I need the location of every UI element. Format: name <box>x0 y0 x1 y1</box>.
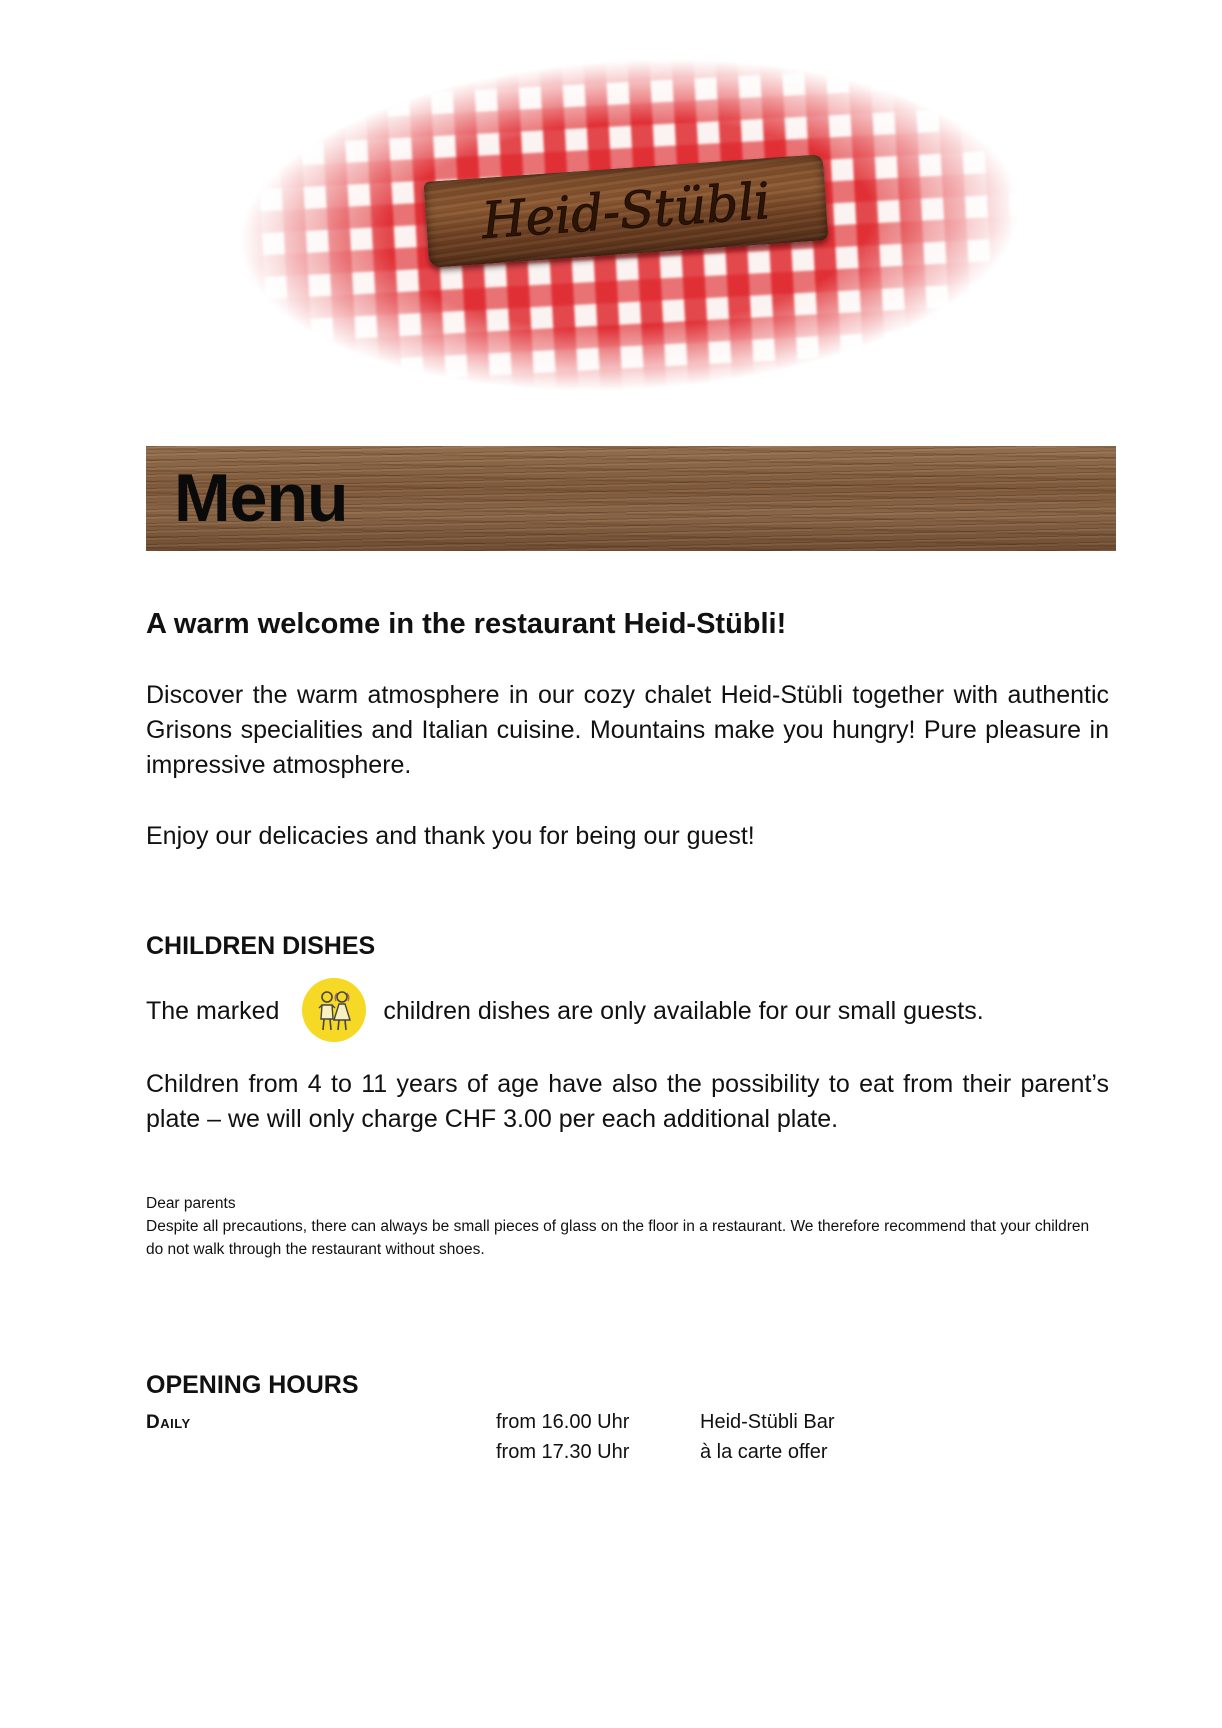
parents-greeting: Dear parents <box>146 1195 236 1212</box>
intro-paragraph <box>146 678 1109 783</box>
welcome-heading: A warm welcome in the restaurant Heid-Stübli! <box>146 608 787 640</box>
opening-hours-heading: OPENING HOURS <box>146 1371 359 1399</box>
hours-time: from 17.30 Uhr <box>496 1441 630 1463</box>
parents-notice <box>146 1192 1109 1261</box>
hours-description: Heid-Stübli Bar <box>700 1411 835 1433</box>
thanks-text: Enjoy our delicacies and thank you for being our guest! <box>146 822 755 850</box>
children-marked-note <box>146 978 984 1044</box>
marked-after-text: children dishes are only available for our small guests. <box>383 997 984 1025</box>
hours-description: à la carte offer <box>700 1441 828 1463</box>
page-title: Menu <box>174 460 348 536</box>
logo <box>240 60 1020 390</box>
logo-text: Heid-Stübli <box>480 172 772 250</box>
parents-notice-text: Despite all precautions, there can always be small pieces of glass on the floor in a restaurant. We therefore recommend that your children do not walk through the restaurant without shoes. <box>146 1218 1090 1258</box>
intro-text: Discover the warm atmosphere in our cozy chalet Heid-Stübli together with authentic Grisons specialities and Italian cuisine. Mountains make you hungry! Pure pleasure in impressive atmosphere. <box>146 681 1109 779</box>
hours-time: from 16.00 Uhr <box>496 1411 630 1433</box>
menu-banner <box>146 446 1116 551</box>
hours-day-label: Daily <box>146 1412 191 1433</box>
marked-before-text: The marked <box>146 997 280 1025</box>
children-dishes-heading: CHILDREN DISHES <box>146 932 376 960</box>
children-plate-text: Children from 4 to 11 years of age have also the possibility to eat from their parent’s plate – we will only charge CHF 3.00 per each additional plate. <box>146 1070 1109 1133</box>
children-icon <box>302 978 366 1042</box>
